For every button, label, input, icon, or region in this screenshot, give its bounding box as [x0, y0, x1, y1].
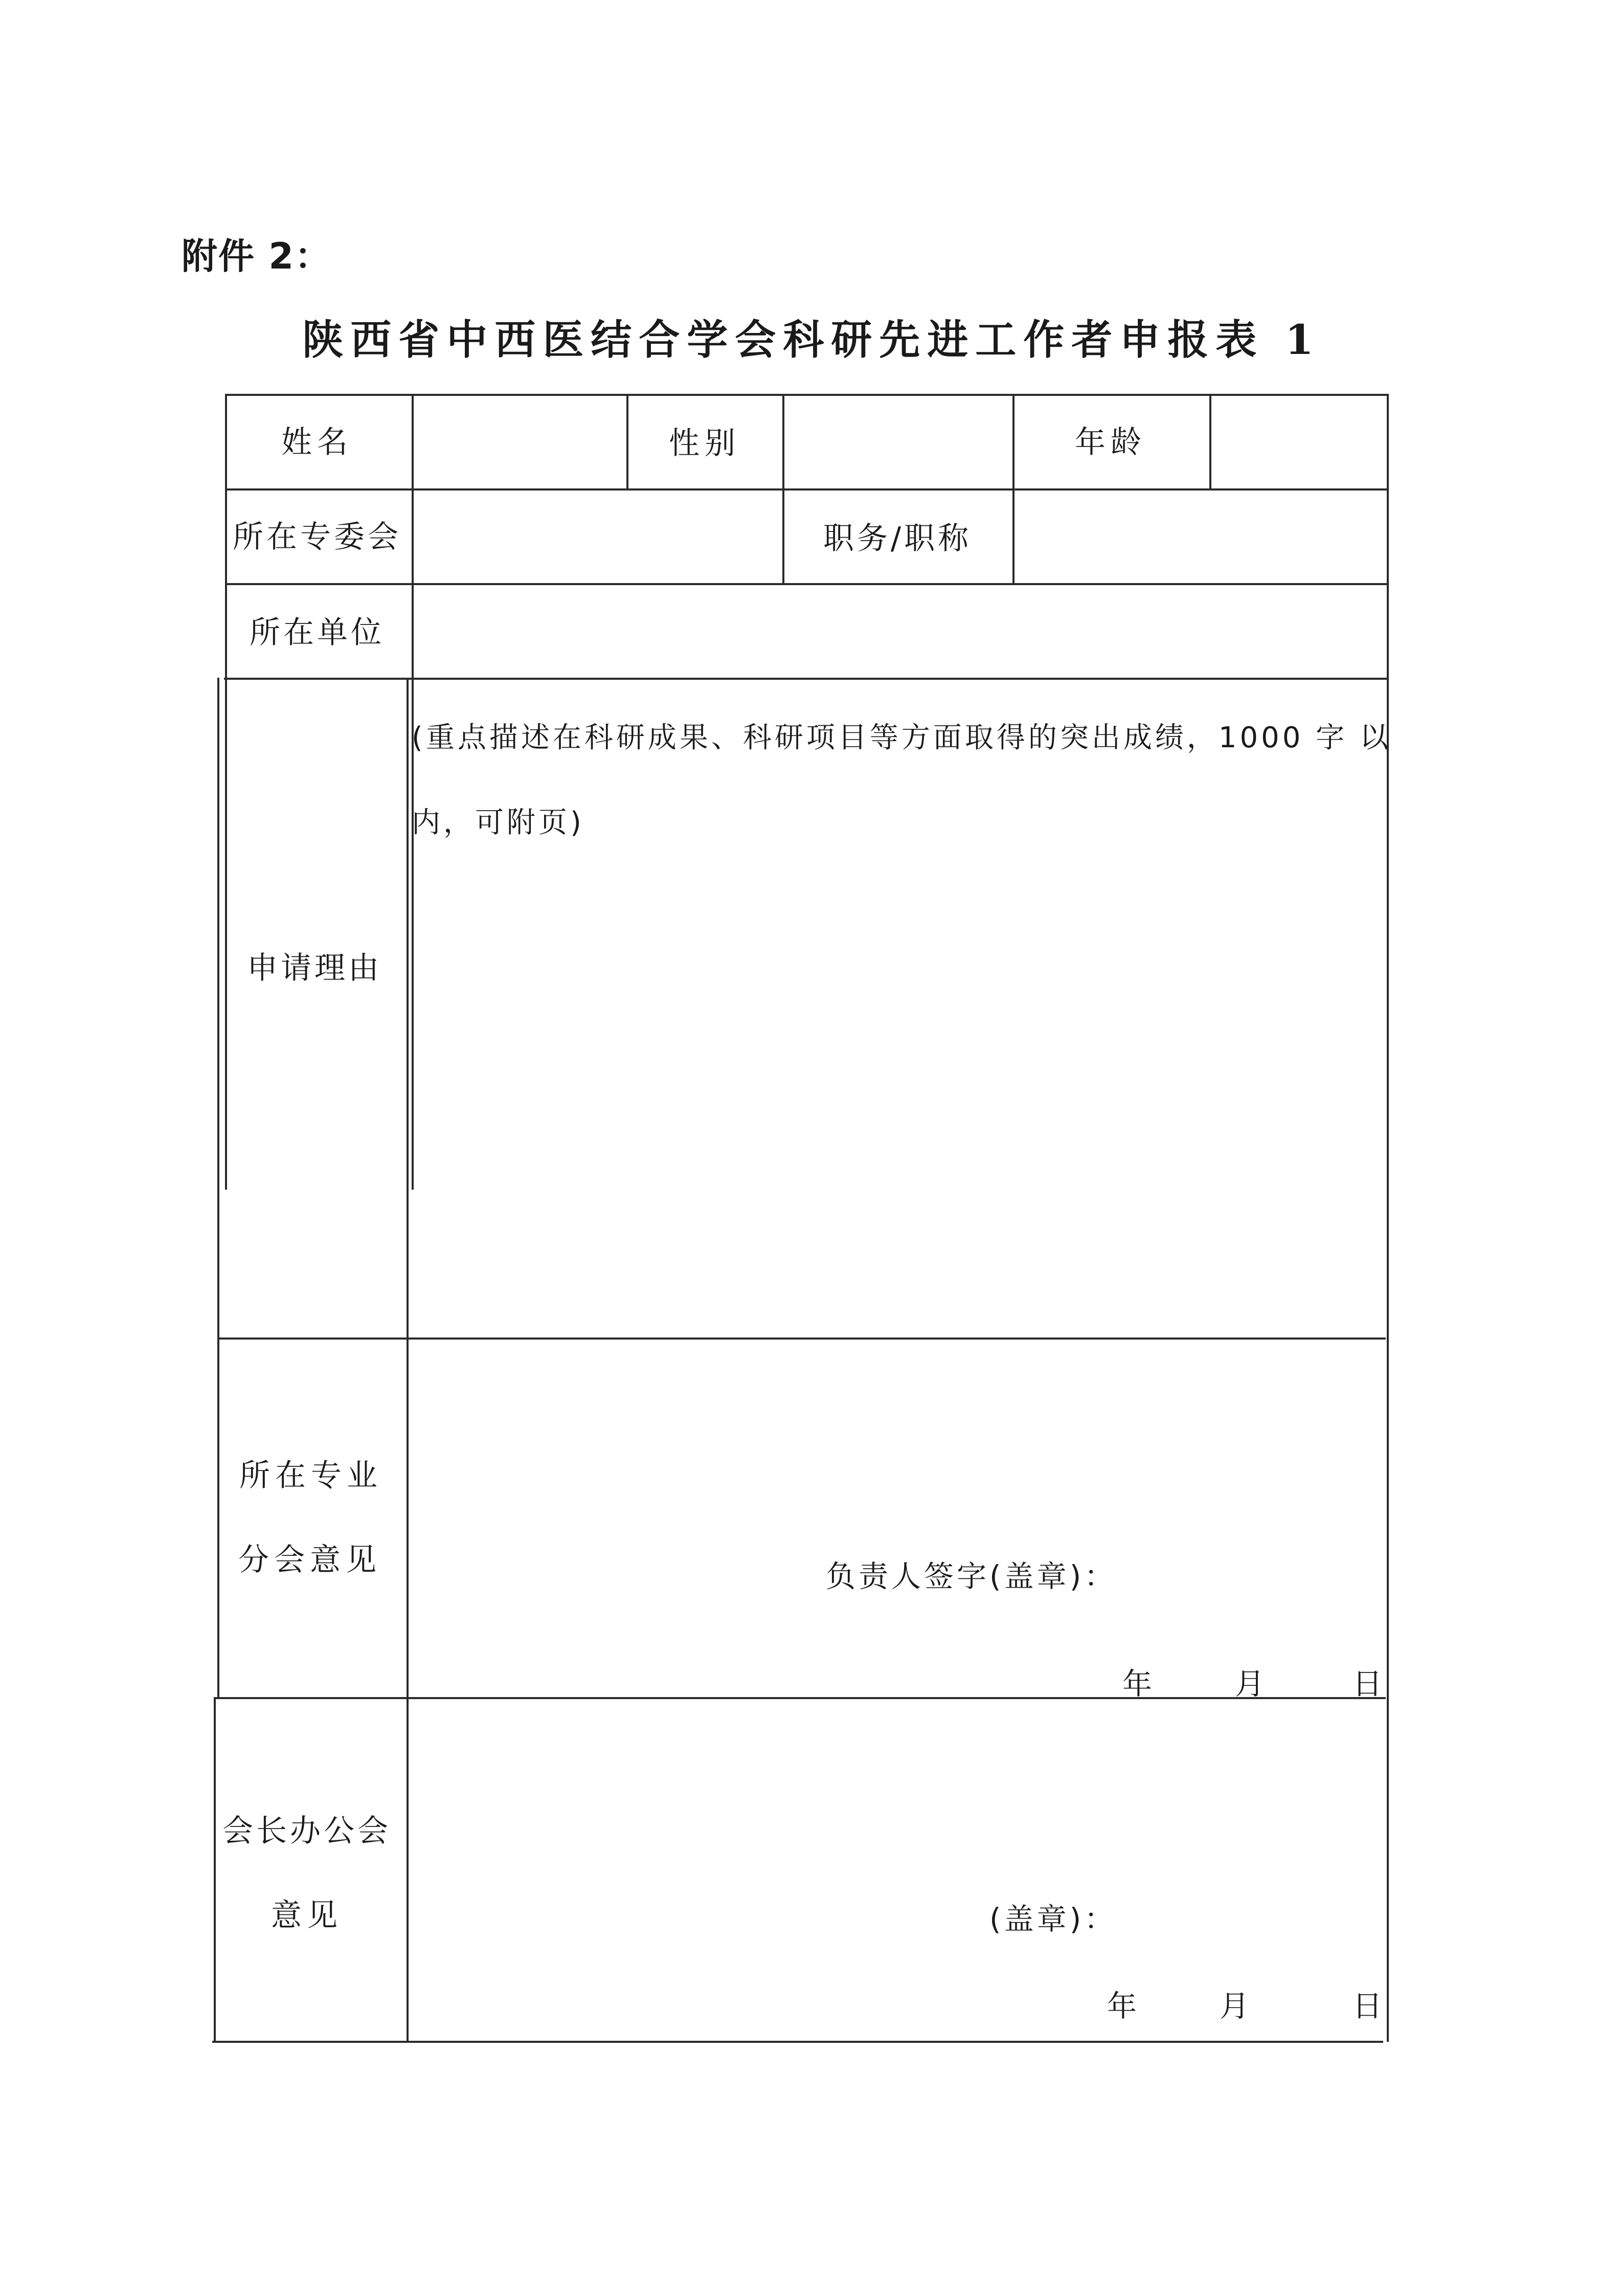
committee-label: 所在专委会	[233, 519, 401, 555]
president-opinion-label-line1: 会长办公会	[222, 1813, 391, 1849]
position-title-label: 职务/职称	[823, 521, 972, 556]
reason-label: 申请理由	[247, 950, 382, 986]
name-label: 姓名	[281, 425, 353, 460]
branch-date-year: 年	[1122, 1666, 1156, 1701]
branch-date-day: 日	[1352, 1666, 1386, 1701]
president-date-day: 日	[1352, 1989, 1386, 2023]
president-opinion-field[interactable]	[409, 1699, 1385, 1893]
branch-opinion-label-line1: 所在专业	[239, 1458, 382, 1493]
name-field[interactable]	[414, 396, 625, 488]
committee-field[interactable]	[414, 491, 781, 583]
branch-signature-label: 负责人签字(盖章)：	[826, 1559, 1117, 1594]
gender-label: 性别	[669, 426, 740, 461]
document-title: 陕西省中西医结合学会科研先进工作者申报表 1	[302, 316, 1321, 364]
reason-instructions: (重点描述在科研成果、科研项目等方面取得的突出成绩，1000 字 以内，可附页)	[412, 721, 1391, 839]
president-opinion-label-line2: 意见	[271, 1898, 343, 1933]
president-date-year: 年	[1107, 1989, 1140, 2023]
branch-opinion-field[interactable]	[409, 1340, 1385, 1544]
position-title-field[interactable]	[1015, 491, 1385, 583]
unit-field[interactable]	[414, 585, 1385, 677]
president-date-month: 月	[1220, 1989, 1253, 2023]
attachment-label: 附件 2：	[182, 235, 332, 277]
branch-opinion-label-line2: 分会意见	[238, 1542, 381, 1578]
age-field[interactable]	[1211, 396, 1385, 488]
gender-field[interactable]	[784, 396, 1011, 488]
president-seal-label: (盖章)：	[989, 1902, 1117, 1936]
age-label: 年龄	[1075, 425, 1146, 460]
branch-date-month: 月	[1235, 1666, 1268, 1701]
unit-label: 所在单位	[250, 615, 385, 651]
reason-field[interactable]	[414, 870, 1385, 1336]
